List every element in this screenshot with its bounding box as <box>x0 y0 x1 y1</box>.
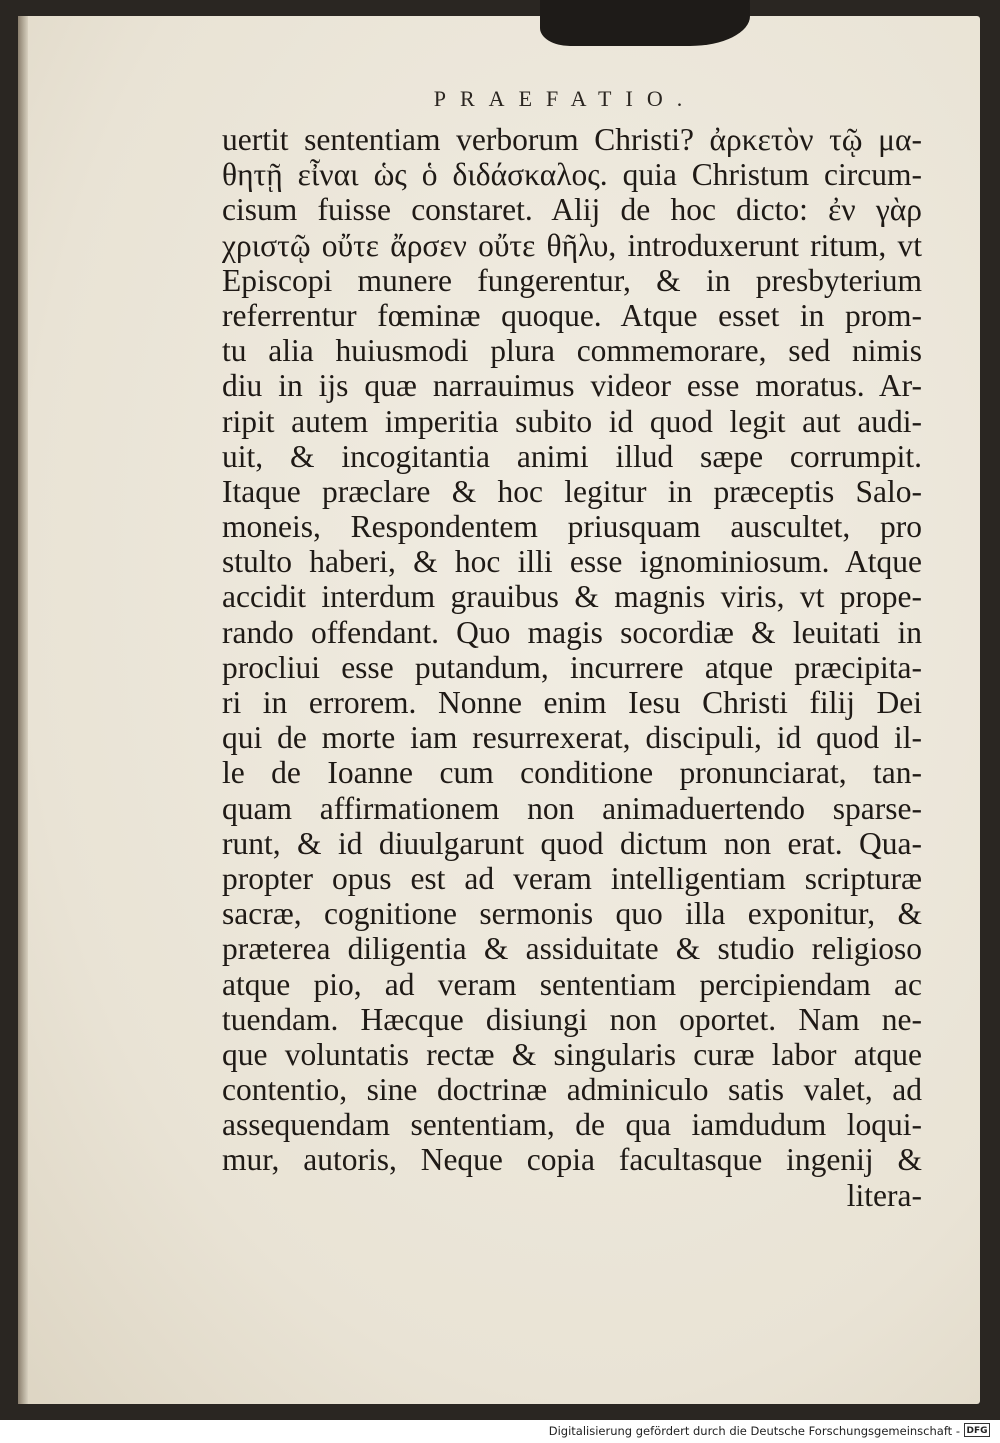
text-line: assequendam sententiam, de qua iamdudum loqui- <box>222 1107 922 1143</box>
text-line: quam affirmationem non animaduertendo sparse- <box>222 790 922 826</box>
page-tear-notch <box>540 0 750 46</box>
text-line: contentio, sine doctrinæ adminiculo satis valet, ad <box>222 1072 922 1108</box>
text-line: que voluntatis rectæ & singularis curæ labor atque <box>222 1036 922 1072</box>
text-line: runt, & id diuulgarunt quod dictum non erat. Qua- <box>222 825 922 861</box>
text-line: mur, autoris, Neque copia facultasque ingenij & <box>222 1142 922 1178</box>
text-line: cisum fuisse constaret. Alij de hoc dicto: ἐν γὰρ <box>222 192 922 228</box>
footer-credit: Digitalisierung gefördert durch die Deutsche Forschungsgemeinschaft - <box>548 1424 960 1438</box>
text-line: θητῇ εἶναι ὡς ὁ διδάσκαλος. quia Christum circum- <box>222 157 922 193</box>
text-line: procliui esse putandum, incurrere atque præcipita- <box>222 649 922 685</box>
text-line: le de Ioanne cum conditione pronunciarat, tan- <box>222 755 922 791</box>
text-line: præterea diligentia & assiduitate & studio religioso <box>222 931 922 967</box>
text-line: propter opus est ad veram intelligentiam scripturæ <box>222 860 922 896</box>
text-line: rando offendant. Quo magis socordiæ & leuitati in <box>222 614 922 650</box>
text-line: uertit sententiam verborum Christi? ἀρκετὸν τῷ μα- <box>222 122 922 157</box>
text-line: atque pio, ad veram sententiam percipiendam ac <box>222 966 922 1002</box>
text-line: tuendam. Hæcque disiungi non oportet. Nam ne- <box>222 1001 922 1037</box>
text-line: ripit autem imperitia subito id quod legit aut audi- <box>222 403 922 439</box>
text-line: qui de morte iam resurrexerat, discipuli, id quod il- <box>222 720 922 756</box>
text-line: uit, & incogitantia animi illud sæpe corrumpit. <box>222 438 922 474</box>
text-line: referrentur fœminæ quoque. Atque esset in prom- <box>222 297 922 333</box>
catchword: litera- <box>846 1177 922 1213</box>
body-text <box>222 122 922 1213</box>
page-gutter-shadow <box>18 16 28 1404</box>
text-line: moneis, Respondentem priusquam auscultet, pro <box>222 509 922 545</box>
text-line: Itaque præclare & hoc legitur in præceptis Salo- <box>222 473 922 509</box>
running-header: PRAEFATIO. <box>433 86 697 111</box>
text-line: sacræ, cognitione sermonis quo illa exponitur, & <box>222 896 922 932</box>
text-line: Episcopi munere fungerentur, & in presbyterium <box>222 262 922 298</box>
text-line: χριστῷ οὔτε ἄρσεν οὔτε θῆλυ, introduxerunt ritum, vt <box>222 227 922 263</box>
dfg-logo: DFG <box>964 1423 990 1437</box>
text-line: ri in errorem. Nonne enim Iesu Christi filij Dei <box>222 685 922 720</box>
text-line: accidit interdum grauibus & magnis viris, vt prope- <box>222 579 922 615</box>
text-line: tu alia huiusmodi plura commemorare, sed nimis <box>222 333 922 369</box>
text-line: stulto haberi, & hoc illi esse ignominiosum. Atque <box>222 544 922 580</box>
text-line: diu in ijs quæ narrauimus videor esse moratus. Ar- <box>222 368 922 404</box>
